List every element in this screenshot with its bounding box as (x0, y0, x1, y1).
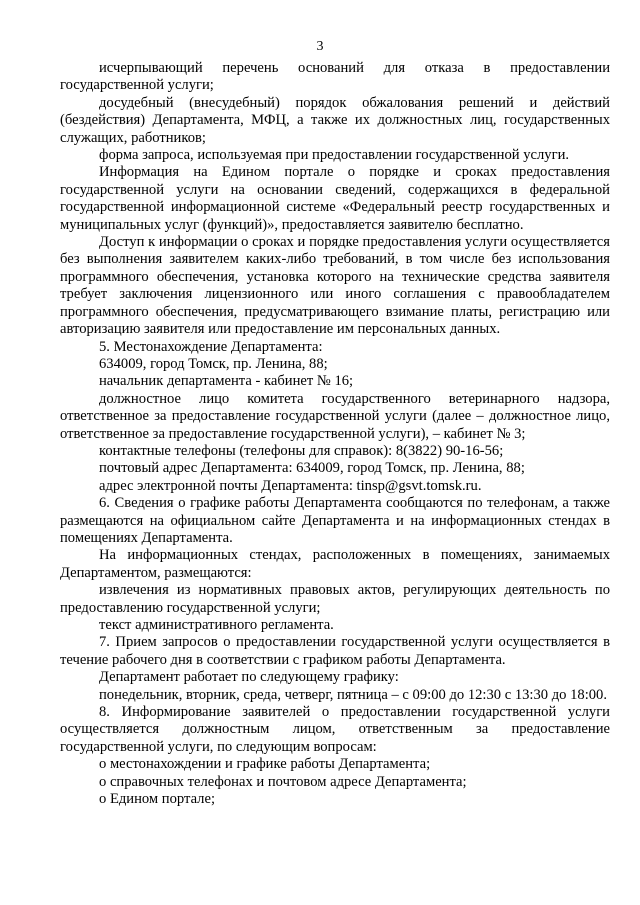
paragraph: адрес электронной почты Департамента: tinsp@gsvt.tomsk.ru. (99, 477, 482, 494)
paragraph: исчерпывающий перечень оснований для отказа в предоставлении государственной услуги; (60, 60, 610, 94)
paragraph: 8. Информирование заявителей о предоставлении государственной услуги осуществляется должностным лицом, ответственным за предоставление государственной услуги, по следующим вопросам: (60, 704, 610, 755)
paragraph: понедельник, вторник, среда, четверг, пятница – с 09:00 до 12:30 с 13:30 до 18:00. (99, 686, 607, 703)
paragraph: Информация на Едином портале о порядке и сроках предоставления государственной услуги на основании сведений, содержащихся в федеральной государственной информационной системе «Федеральный реестр государственных и муниципальных услуг (функций)», предоставляется заявителю бесплатно. (60, 164, 610, 233)
paragraph: 7. Прием запросов о предоставлении государственной услуги осуществляется в течение рабочего дня в соответствии с графиком работы Департамента. (60, 634, 610, 668)
paragraph: форма запроса, используемая при предоставлении государственной услуги. (99, 147, 570, 164)
paragraph: должностное лицо комитета государственного ветеринарного надзора, ответственное за предоставление государственной услуги (далее – должностное лицо, ответственное за предоставление государственной услуги), – кабинет № 3; (60, 390, 610, 442)
paragraph: Доступ к информации о сроках и порядке предоставления услуги осуществляется без выполнения заявителем каких-либо требований, в том числе без использования программного обеспечения, установка которого на технические средства заявителя требует заключения лицензионного или иного соглашения с правообладателем программного обеспечения, предусматривающего взимание платы, регистрацию или авторизацию заявителя или предоставление им персональных данных. (60, 234, 610, 338)
paragraph: 634009, город Томск, пр. Ленина, 88; (99, 355, 328, 372)
paragraph: начальник департамента - кабинет № 16; (99, 373, 354, 390)
document-body (60, 60, 610, 808)
paragraph: контактные телефоны (телефоны для справок): 8(3822) 90-16-56; (99, 442, 504, 459)
paragraph: о местонахождении и графике работы Департамента; (99, 756, 431, 773)
page-number: 3 (316, 39, 324, 54)
paragraph: 5. Местонахождение Департамента: (99, 338, 323, 355)
paragraph: досудебный (внесудебный) порядок обжалования решений и действий (бездействия) Департамента, МФЦ, а также их должностных лиц, государственных служащих, работников; (60, 94, 610, 146)
paragraph: Департамент работает по следующему графику: (99, 669, 399, 686)
paragraph: о Едином портале; (99, 791, 215, 808)
paragraph: почтовый адрес Департамента: 634009, город Томск, пр. Ленина, 88; (99, 460, 525, 477)
paragraph: о справочных телефонах и почтовом адресе Департамента; (99, 773, 467, 790)
paragraph: текст административного регламента. (99, 617, 334, 633)
paragraph: извлечения из нормативных правовых актов, регулирующих деятельность по предоставлению государственной услуги; (60, 582, 610, 616)
paragraph: 6. Сведения о графике работы Департамента сообщаются по телефонам, а также размещаются на официальном сайте Департамента и на информационных стендах в помещениях Департамента. (60, 495, 610, 546)
paragraph: На информационных стендах, расположенных в помещениях, занимаемых Департаментом, размещаются: (60, 547, 610, 581)
